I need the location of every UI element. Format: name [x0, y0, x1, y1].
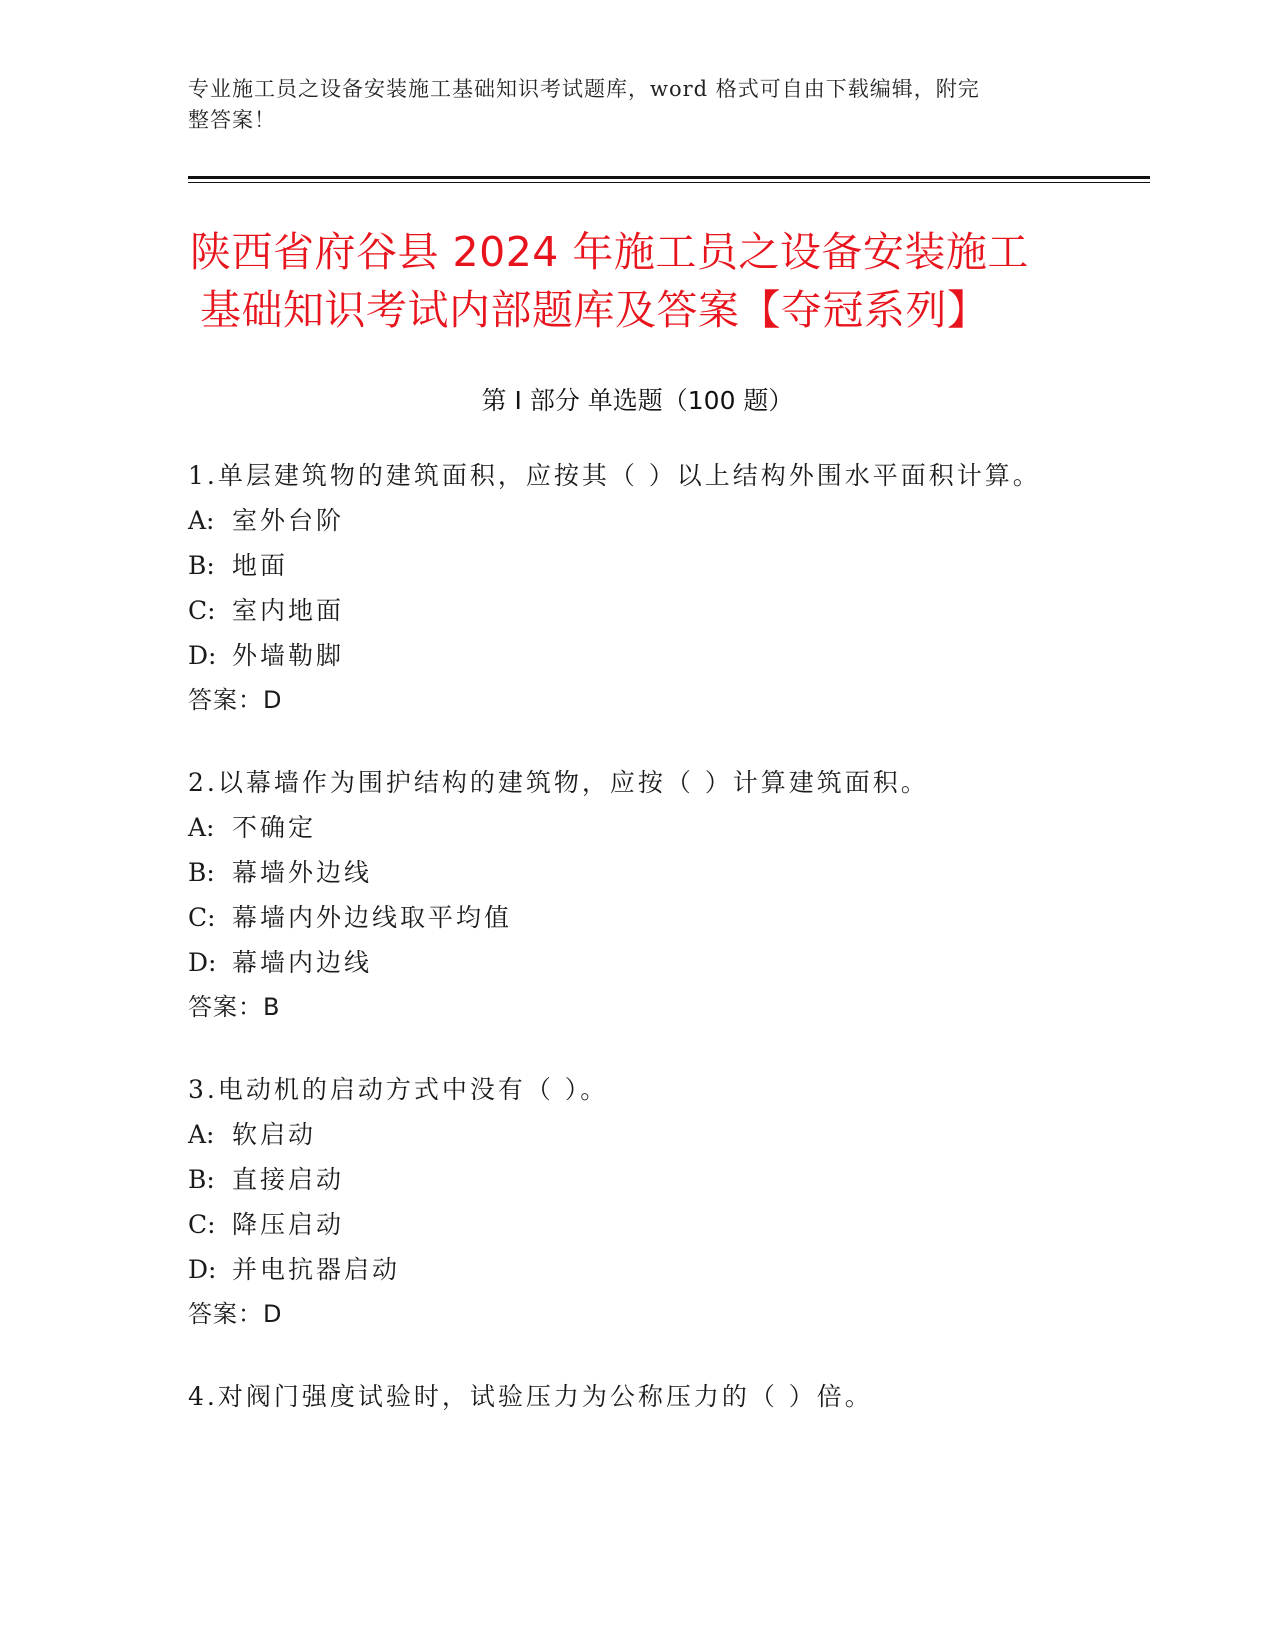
option-c — [188, 895, 1148, 940]
option-c — [188, 1202, 1148, 1247]
document-title — [190, 223, 1090, 339]
option-b — [188, 1157, 1148, 1202]
option-label: D: — [188, 641, 217, 670]
option-d — [188, 940, 1148, 985]
section-title: 第 I 部分 单选题（100 题） — [481, 386, 794, 415]
option-label: B: — [188, 551, 215, 580]
option-label: C: — [188, 903, 216, 932]
option-text: 地面 — [232, 551, 289, 580]
option-label: A: — [188, 1120, 215, 1149]
option-text: 室外台阶 — [232, 506, 345, 535]
option-label: B: — [188, 1165, 215, 1194]
option-text: 直接启动 — [232, 1165, 345, 1194]
answer: 答案：B — [188, 993, 281, 1021]
option-label: A: — [188, 813, 215, 842]
option-a — [188, 1112, 1148, 1157]
option-d — [188, 1247, 1148, 1292]
header-rule-thick — [188, 176, 1150, 179]
answer: 答案：D — [188, 1300, 283, 1328]
answer: 答案：D — [188, 686, 283, 714]
header-rule-thin — [188, 182, 1150, 183]
option-text: 幕墙内边线 — [232, 948, 373, 977]
option-text: 不确定 — [232, 813, 317, 842]
option-label: A: — [188, 506, 215, 535]
option-label: B: — [188, 858, 215, 887]
option-text: 外墙勒脚 — [232, 641, 345, 670]
option-text: 降压启动 — [232, 1210, 345, 1239]
question-stem: 1.单层建筑物的建筑面积，应按其（ ）以上结构外围水平面积计算。 — [188, 461, 1041, 490]
option-label: C: — [188, 596, 216, 625]
header-note-line-2: 整答案！ — [188, 108, 276, 132]
option-label: D: — [188, 1255, 217, 1284]
question-stem: 2.以幕墙作为围护结构的建筑物，应按（ ）计算建筑面积。 — [188, 768, 929, 797]
option-text: 幕墙外边线 — [232, 858, 373, 887]
option-label: C: — [188, 1210, 216, 1239]
question-4 — [188, 1374, 1148, 1419]
question-3 — [188, 1067, 1148, 1337]
option-text: 并电抗器启动 — [232, 1255, 401, 1284]
question-stem: 3.电动机的启动方式中没有（ ）。 — [188, 1075, 609, 1104]
option-a — [188, 498, 1148, 543]
document-title-line-1: 陕西省府谷县 2024 年施工员之设备安装施工 — [190, 228, 1029, 276]
option-text: 室内地面 — [232, 596, 345, 625]
header-note — [188, 74, 1068, 136]
document-title-line-2: 基础知识考试内部题库及答案【夺冠系列】 — [200, 286, 989, 334]
option-text: 软启动 — [232, 1120, 317, 1149]
question-stem: 4.对阀门强度试验时，试验压力为公称压力的（ ）倍。 — [188, 1382, 873, 1411]
question-1 — [188, 453, 1148, 723]
header-note-line-1: 专业施工员之设备安装施工基础知识考试题库，word 格式可自由下载编辑，附完 — [188, 77, 980, 101]
option-b — [188, 543, 1148, 588]
question-2 — [188, 760, 1148, 1030]
option-label: D: — [188, 948, 217, 977]
option-c — [188, 588, 1148, 633]
option-d — [188, 633, 1148, 678]
option-b — [188, 850, 1148, 895]
option-a — [188, 805, 1148, 850]
option-text: 幕墙内外边线取平均值 — [232, 903, 513, 932]
